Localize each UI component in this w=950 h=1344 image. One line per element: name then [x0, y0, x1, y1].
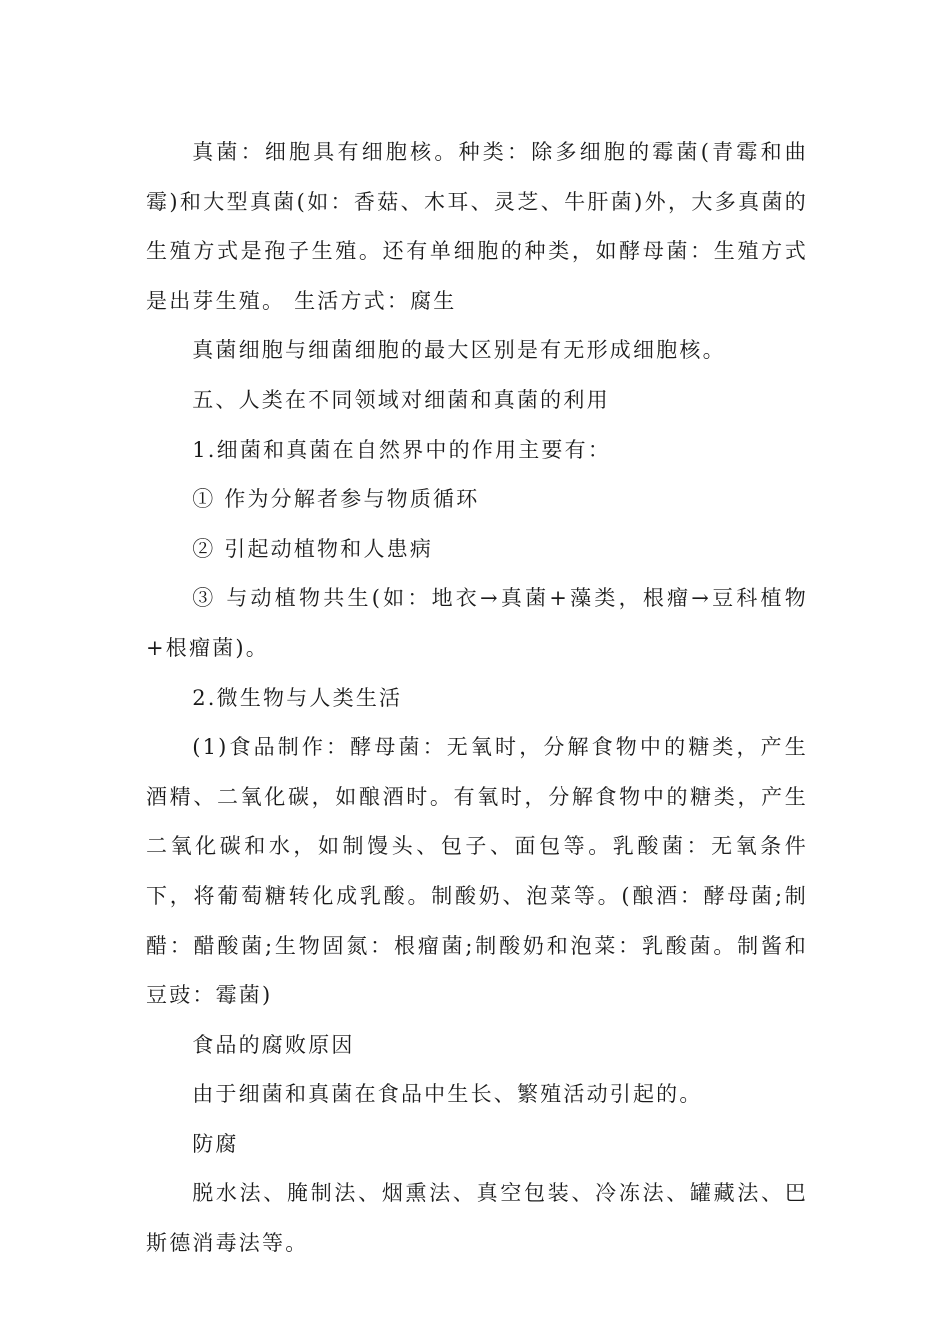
list-item-symbiosis: ③ 与动植物共生(如：地衣→真菌+藻类，根瘤→豆科植物+根瘤菌)。 — [146, 586, 808, 660]
subheading-microbes-and-life: 2.微生物与人类生活 — [192, 685, 403, 710]
paragraph-fungi-vs-bacteria: 真菌细胞与细菌细胞的最大区别是有无形成细胞核。 — [192, 338, 726, 363]
paragraph-preservation-methods: 脱水法、腌制法、烟熏法、真空包装、冷冻法、罐藏法、巴斯德消毒法等。 — [146, 1181, 808, 1256]
paragraph-food-production: (1)食品制作：酵母菌：无氧时，分解食物中的糖类，产生酒精、二氧化碳，如酿酒时。有氧时，分解食物中的糖类，产生二氧化碳和水，如制馒头、包子、面包等。乳酸菌：无氧条件下，将葡萄糖转化成乳酸。制酸奶、泡菜等。(酿酒：酵母菌;制醋：醋酸菌;生物固氮：根瘤菌;制酸奶和泡菜：乳酸菌。制酱和豆豉：霉菌) — [146, 735, 808, 1008]
subheading-role-in-nature: 1.细菌和真菌在自然界中的作用主要有： — [192, 437, 612, 462]
document-body — [146, 128, 808, 1269]
list-item-decomposer: ① 作为分解者参与物质循环 — [192, 487, 480, 512]
paragraph-fungi-description: 真菌：细胞具有细胞核。种类：除多细胞的霉菌(青霉和曲霉)和大型真菌(如：香菇、木耳、灵芝、牛肝菌)外，大多真菌的生殖方式是孢子生殖。还有单细胞的种类，如酵母菌：生殖方式是出芽生殖。 生活方式：腐生 — [146, 140, 808, 313]
subheading-food-spoilage: 食品的腐败原因 — [192, 1032, 355, 1057]
paragraph-spoilage-cause: 由于细菌和真菌在食品中生长、繁殖活动引起的。 — [192, 1082, 703, 1107]
list-item-disease: ② 引起动植物和人患病 — [192, 536, 434, 561]
section-heading-human-use: 五、人类在不同领域对细菌和真菌的利用 — [192, 387, 610, 412]
subheading-preservation: 防腐 — [192, 1131, 239, 1156]
